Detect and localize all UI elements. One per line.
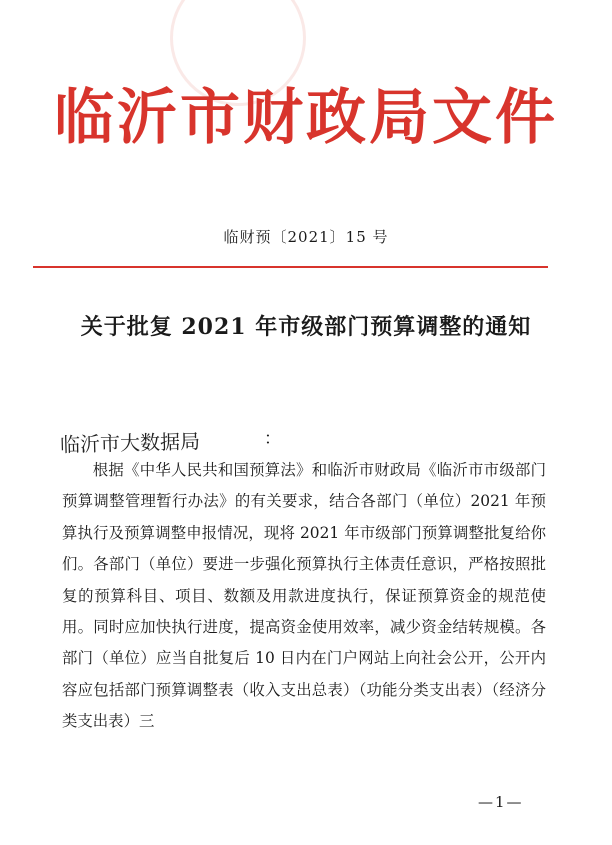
recipient-colon: ： [264, 429, 281, 449]
notice-title: 关于批复 2021 年市级部门预算调整的通知 [80, 314, 532, 340]
red-divider-line [33, 266, 548, 268]
body-paragraph: 根据《中华人民共和国预算法》和临沂市财政局《临沂市市级部门预算调整管理暂行办法》的有关要求，结合各部门（单位）2021 年预算执行及预算调整申报情况，现将 2021 年市级部门预算调整批复给你们。各部门（单位）要进一步强化预算执行主体责任意识，严格按照批复的预算科目、项目、数额及用款进度执行，保证预算资金的规范使用。同时应加快执行进度，提高资金使用效率，减少资金结转规模。各部门（单位）应当自批复后 10 日内在门户网站上向社会公开，公开内容应包括部门预算调整表（收入支出总表）（功能分类支出表）（经济分类支出表）三 [62, 461, 546, 731]
issuer-header-title: 临沂市财政局文件 [54, 83, 558, 153]
document-number: 临财预〔2021〕15 号 [223, 228, 389, 246]
page-number: —1— [478, 793, 524, 811]
body-text [62, 455, 546, 738]
recipient-name: 临沂市大数据局 [59, 429, 201, 457]
